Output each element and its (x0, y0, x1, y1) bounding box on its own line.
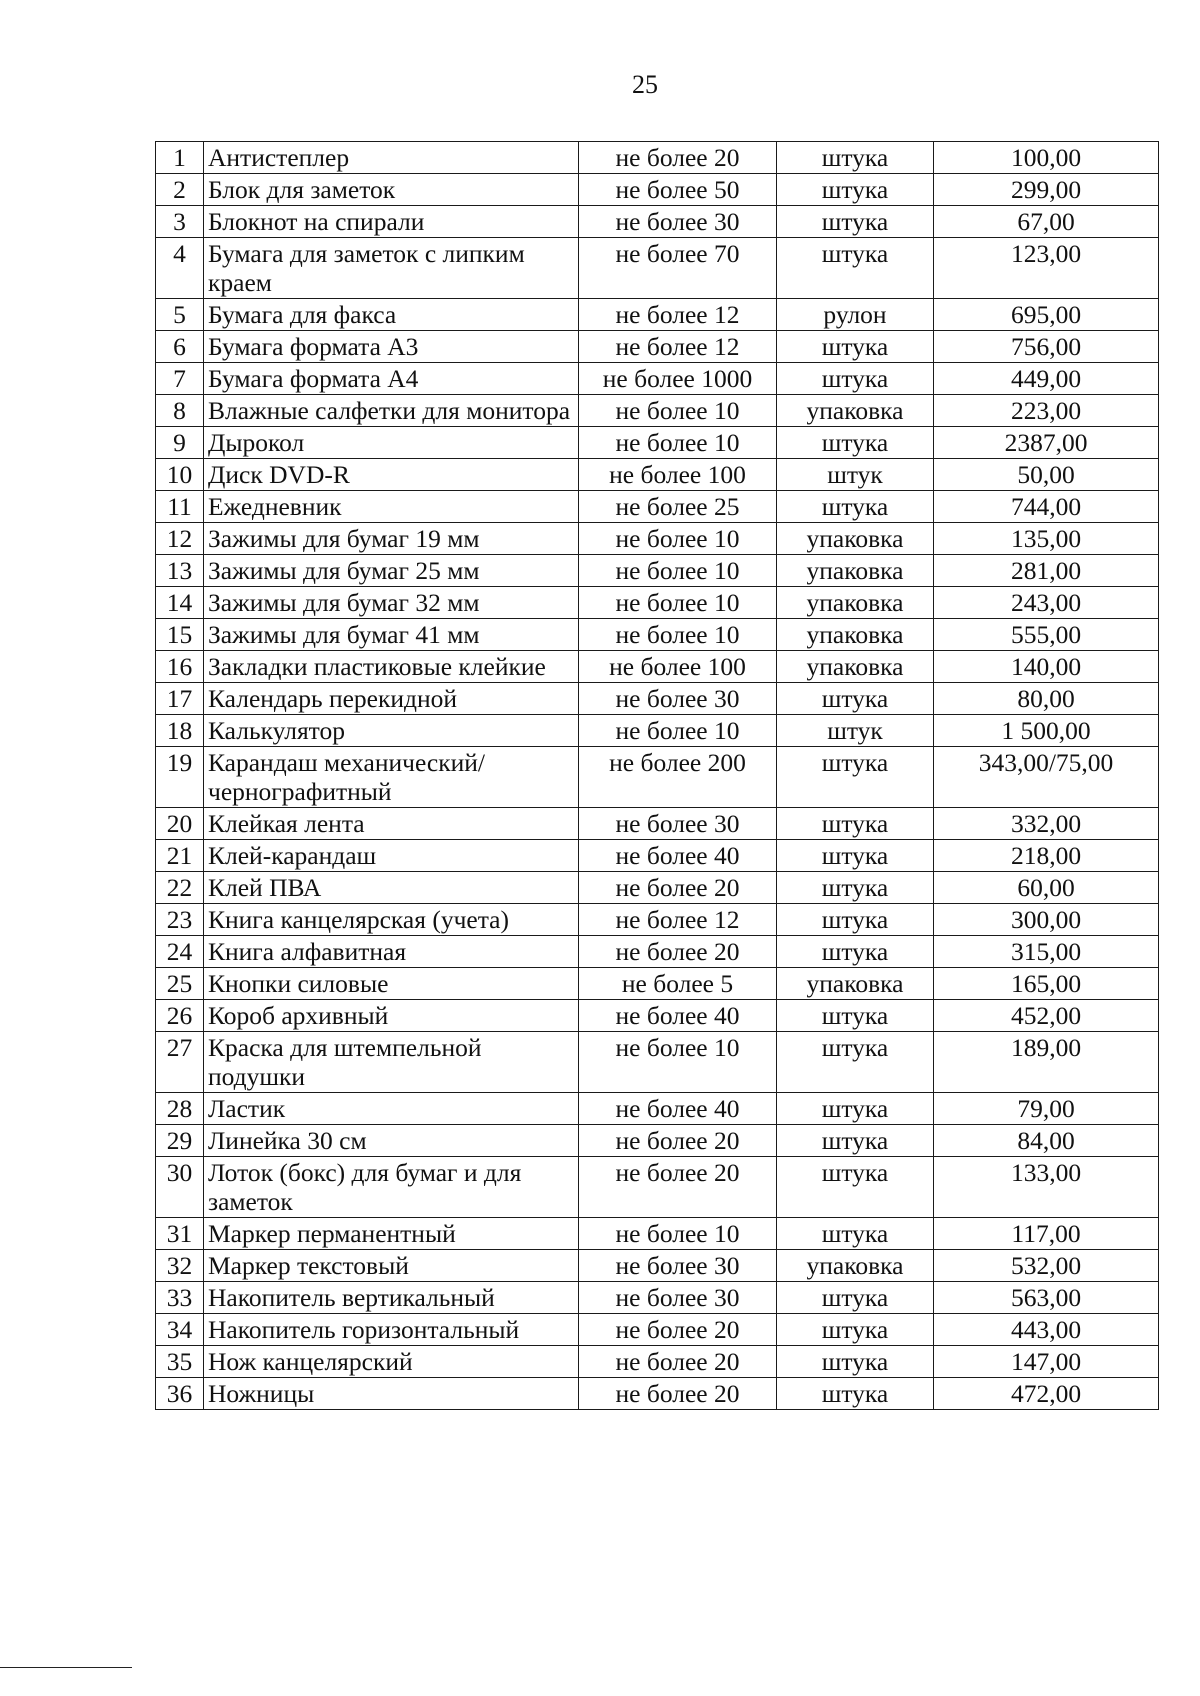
price-cell: 80,00 (934, 683, 1159, 715)
row-number-cell: 11 (156, 491, 204, 523)
item-name-cell: Книга канцелярская (учета) (204, 904, 579, 936)
unit-cell: штука (777, 872, 934, 904)
quantity-cell: не более 40 (579, 1093, 777, 1125)
unit-cell: штука (777, 683, 934, 715)
price-cell: 218,00 (934, 840, 1159, 872)
unit-cell: штука (777, 1314, 934, 1346)
table-row (156, 1093, 1159, 1125)
table-row (156, 206, 1159, 238)
unit-cell: штука (777, 1218, 934, 1250)
item-name-cell: Маркер текстовый (204, 1250, 579, 1282)
unit-cell: штука (777, 331, 934, 363)
row-number-cell: 33 (156, 1282, 204, 1314)
row-number-cell: 21 (156, 840, 204, 872)
price-cell: 449,00 (934, 363, 1159, 395)
unit-cell: штука (777, 174, 934, 206)
price-cell: 555,00 (934, 619, 1159, 651)
row-number-cell: 15 (156, 619, 204, 651)
table-row (156, 555, 1159, 587)
unit-cell: упаковка (777, 555, 934, 587)
unit-cell: рулон (777, 299, 934, 331)
row-number-cell: 24 (156, 936, 204, 968)
price-cell: 452,00 (934, 1000, 1159, 1032)
item-name-cell: Бумага для заметок с липким краем (204, 238, 579, 299)
table-row (156, 1346, 1159, 1378)
unit-cell: упаковка (777, 395, 934, 427)
table-row (156, 747, 1159, 808)
row-number-cell: 13 (156, 555, 204, 587)
row-number-cell: 20 (156, 808, 204, 840)
item-name-cell: Антистеплер (204, 142, 579, 174)
unit-cell: штука (777, 936, 934, 968)
price-cell: 443,00 (934, 1314, 1159, 1346)
unit-cell: упаковка (777, 651, 934, 683)
table-row (156, 238, 1159, 299)
quantity-cell: не более 50 (579, 174, 777, 206)
unit-cell: штука (777, 1378, 934, 1410)
row-number-cell: 30 (156, 1157, 204, 1218)
unit-cell: упаковка (777, 587, 934, 619)
item-name-cell: Клей ПВА (204, 872, 579, 904)
item-name-cell: Клейкая лента (204, 808, 579, 840)
unit-cell: штука (777, 1346, 934, 1378)
row-number-cell: 1 (156, 142, 204, 174)
quantity-cell: не более 40 (579, 840, 777, 872)
row-number-cell: 36 (156, 1378, 204, 1410)
row-number-cell: 10 (156, 459, 204, 491)
unit-cell: штука (777, 1125, 934, 1157)
item-name-cell: Короб архивный (204, 1000, 579, 1032)
quantity-cell: не более 10 (579, 715, 777, 747)
item-name-cell: Ежедневник (204, 491, 579, 523)
item-name-cell: Блок для заметок (204, 174, 579, 206)
footnote-separator-line (0, 1667, 132, 1668)
row-number-cell: 25 (156, 968, 204, 1000)
row-number-cell: 28 (156, 1093, 204, 1125)
price-cell: 2387,00 (934, 427, 1159, 459)
table-row (156, 1125, 1159, 1157)
table-row (156, 1000, 1159, 1032)
item-name-cell: Зажимы для бумаг 32 мм (204, 587, 579, 619)
row-number-cell: 31 (156, 1218, 204, 1250)
quantity-cell: не более 10 (579, 395, 777, 427)
item-name-cell: Ножницы (204, 1378, 579, 1410)
item-name-cell: Калькулятор (204, 715, 579, 747)
unit-cell: штука (777, 238, 934, 299)
table-row (156, 904, 1159, 936)
unit-cell: штука (777, 491, 934, 523)
price-cell: 532,00 (934, 1250, 1159, 1282)
row-number-cell: 14 (156, 587, 204, 619)
row-number-cell: 27 (156, 1032, 204, 1093)
row-number-cell: 17 (156, 683, 204, 715)
quantity-cell: не более 25 (579, 491, 777, 523)
price-table-body (156, 142, 1159, 1410)
row-number-cell: 12 (156, 523, 204, 555)
price-cell: 84,00 (934, 1125, 1159, 1157)
row-number-cell: 8 (156, 395, 204, 427)
unit-cell: штука (777, 904, 934, 936)
quantity-cell: не более 10 (579, 1032, 777, 1093)
price-cell: 563,00 (934, 1282, 1159, 1314)
table-row (156, 142, 1159, 174)
row-number-cell: 19 (156, 747, 204, 808)
table-row (156, 840, 1159, 872)
table-row (156, 427, 1159, 459)
quantity-cell: не более 20 (579, 1346, 777, 1378)
row-number-cell: 2 (156, 174, 204, 206)
item-name-cell: Закладки пластиковые клейкие (204, 651, 579, 683)
price-cell: 756,00 (934, 331, 1159, 363)
item-name-cell: Дырокол (204, 427, 579, 459)
price-cell: 695,00 (934, 299, 1159, 331)
row-number-cell: 26 (156, 1000, 204, 1032)
price-cell: 472,00 (934, 1378, 1159, 1410)
row-number-cell: 34 (156, 1314, 204, 1346)
item-name-cell: Календарь перекидной (204, 683, 579, 715)
table-row (156, 1032, 1159, 1093)
price-cell: 117,00 (934, 1218, 1159, 1250)
table-row (156, 587, 1159, 619)
quantity-cell: не более 12 (579, 904, 777, 936)
item-name-cell: Блокнот на спирали (204, 206, 579, 238)
item-name-cell: Маркер перманентный (204, 1218, 579, 1250)
unit-cell: штука (777, 840, 934, 872)
quantity-cell: не более 10 (579, 619, 777, 651)
price-cell: 165,00 (934, 968, 1159, 1000)
table-row (156, 619, 1159, 651)
item-name-cell: Накопитель вертикальный (204, 1282, 579, 1314)
item-name-cell: Краска для штемпельной подушки (204, 1032, 579, 1093)
row-number-cell: 4 (156, 238, 204, 299)
unit-cell: штука (777, 1032, 934, 1093)
table-row (156, 523, 1159, 555)
price-cell: 135,00 (934, 523, 1159, 555)
item-name-cell: Ластик (204, 1093, 579, 1125)
quantity-cell: не более 10 (579, 587, 777, 619)
price-cell: 67,00 (934, 206, 1159, 238)
unit-cell: упаковка (777, 1250, 934, 1282)
quantity-cell: не более 20 (579, 872, 777, 904)
price-cell: 315,00 (934, 936, 1159, 968)
quantity-cell: не более 10 (579, 555, 777, 587)
unit-cell: упаковка (777, 523, 934, 555)
table-row (156, 395, 1159, 427)
price-cell: 744,00 (934, 491, 1159, 523)
item-name-cell: Влажные салфетки для монитора (204, 395, 579, 427)
price-cell: 299,00 (934, 174, 1159, 206)
quantity-cell: не более 30 (579, 1250, 777, 1282)
quantity-cell: не более 5 (579, 968, 777, 1000)
table-row (156, 1314, 1159, 1346)
row-number-cell: 22 (156, 872, 204, 904)
row-number-cell: 9 (156, 427, 204, 459)
price-cell: 140,00 (934, 651, 1159, 683)
item-name-cell: Книга алфавитная (204, 936, 579, 968)
unit-cell: штука (777, 206, 934, 238)
quantity-cell: не более 100 (579, 651, 777, 683)
table-row (156, 174, 1159, 206)
item-name-cell: Кнопки силовые (204, 968, 579, 1000)
table-row (156, 1157, 1159, 1218)
price-cell: 50,00 (934, 459, 1159, 491)
quantity-cell: не более 100 (579, 459, 777, 491)
table-row (156, 491, 1159, 523)
row-number-cell: 29 (156, 1125, 204, 1157)
table-row (156, 299, 1159, 331)
unit-cell: штука (777, 142, 934, 174)
row-number-cell: 23 (156, 904, 204, 936)
table-row (156, 331, 1159, 363)
price-cell: 281,00 (934, 555, 1159, 587)
item-name-cell: Клей-карандаш (204, 840, 579, 872)
unit-cell: штук (777, 715, 934, 747)
unit-cell: штука (777, 747, 934, 808)
item-name-cell: Зажимы для бумаг 25 мм (204, 555, 579, 587)
quantity-cell: не более 20 (579, 1314, 777, 1346)
quantity-cell: не более 20 (579, 1125, 777, 1157)
unit-cell: штука (777, 1093, 934, 1125)
table-row (156, 1378, 1159, 1410)
page-number: 25 (632, 70, 658, 99)
quantity-cell: не более 30 (579, 683, 777, 715)
price-cell: 223,00 (934, 395, 1159, 427)
unit-cell: штука (777, 363, 934, 395)
price-cell: 100,00 (934, 142, 1159, 174)
quantity-cell: не более 30 (579, 206, 777, 238)
unit-cell: упаковка (777, 619, 934, 651)
item-name-cell: Накопитель горизонтальный (204, 1314, 579, 1346)
item-name-cell: Бумага для факса (204, 299, 579, 331)
table-row (156, 459, 1159, 491)
row-number-cell: 7 (156, 363, 204, 395)
quantity-cell: не более 10 (579, 1218, 777, 1250)
quantity-cell: не более 20 (579, 1378, 777, 1410)
quantity-cell: не более 1000 (579, 363, 777, 395)
item-name-cell: Бумага формата А4 (204, 363, 579, 395)
table-row (156, 651, 1159, 683)
price-cell: 332,00 (934, 808, 1159, 840)
table-row (156, 1282, 1159, 1314)
row-number-cell: 32 (156, 1250, 204, 1282)
table-row (156, 872, 1159, 904)
quantity-cell: не более 10 (579, 523, 777, 555)
item-name-cell: Зажимы для бумаг 19 мм (204, 523, 579, 555)
row-number-cell: 18 (156, 715, 204, 747)
price-table (155, 141, 1159, 1410)
row-number-cell: 16 (156, 651, 204, 683)
table-row (156, 1250, 1159, 1282)
row-number-cell: 6 (156, 331, 204, 363)
quantity-cell: не более 10 (579, 427, 777, 459)
price-cell: 189,00 (934, 1032, 1159, 1093)
item-name-cell: Бумага формата А3 (204, 331, 579, 363)
quantity-cell: не более 20 (579, 142, 777, 174)
quantity-cell: не более 40 (579, 1000, 777, 1032)
quantity-cell: не более 20 (579, 936, 777, 968)
quantity-cell: не более 12 (579, 331, 777, 363)
quantity-cell: не более 200 (579, 747, 777, 808)
item-name-cell: Лоток (бокс) для бумаг и для заметок (204, 1157, 579, 1218)
price-cell: 133,00 (934, 1157, 1159, 1218)
unit-cell: упаковка (777, 968, 934, 1000)
unit-cell: штука (777, 1282, 934, 1314)
unit-cell: штука (777, 427, 934, 459)
table-row (156, 808, 1159, 840)
price-cell: 300,00 (934, 904, 1159, 936)
price-cell: 79,00 (934, 1093, 1159, 1125)
quantity-cell: не более 30 (579, 808, 777, 840)
table-row (156, 715, 1159, 747)
price-cell: 243,00 (934, 587, 1159, 619)
item-name-cell: Зажимы для бумаг 41 мм (204, 619, 579, 651)
item-name-cell: Диск DVD-R (204, 459, 579, 491)
quantity-cell: не более 70 (579, 238, 777, 299)
price-cell: 147,00 (934, 1346, 1159, 1378)
unit-cell: штук (777, 459, 934, 491)
row-number-cell: 35 (156, 1346, 204, 1378)
item-name-cell: Карандаш механический/ чернографитный (204, 747, 579, 808)
row-number-cell: 3 (156, 206, 204, 238)
table-row (156, 936, 1159, 968)
table-row (156, 1218, 1159, 1250)
unit-cell: штука (777, 808, 934, 840)
price-cell: 60,00 (934, 872, 1159, 904)
quantity-cell: не более 12 (579, 299, 777, 331)
unit-cell: штука (777, 1157, 934, 1218)
price-cell: 1 500,00 (934, 715, 1159, 747)
item-name-cell: Линейка 30 см (204, 1125, 579, 1157)
price-cell: 123,00 (934, 238, 1159, 299)
quantity-cell: не более 30 (579, 1282, 777, 1314)
unit-cell: штука (777, 1000, 934, 1032)
table-row (156, 363, 1159, 395)
price-table-container (155, 141, 1159, 1410)
table-row (156, 683, 1159, 715)
price-cell: 343,00/75,00 (934, 747, 1159, 808)
item-name-cell: Нож канцелярский (204, 1346, 579, 1378)
row-number-cell: 5 (156, 299, 204, 331)
table-row (156, 968, 1159, 1000)
quantity-cell: не более 20 (579, 1157, 777, 1218)
